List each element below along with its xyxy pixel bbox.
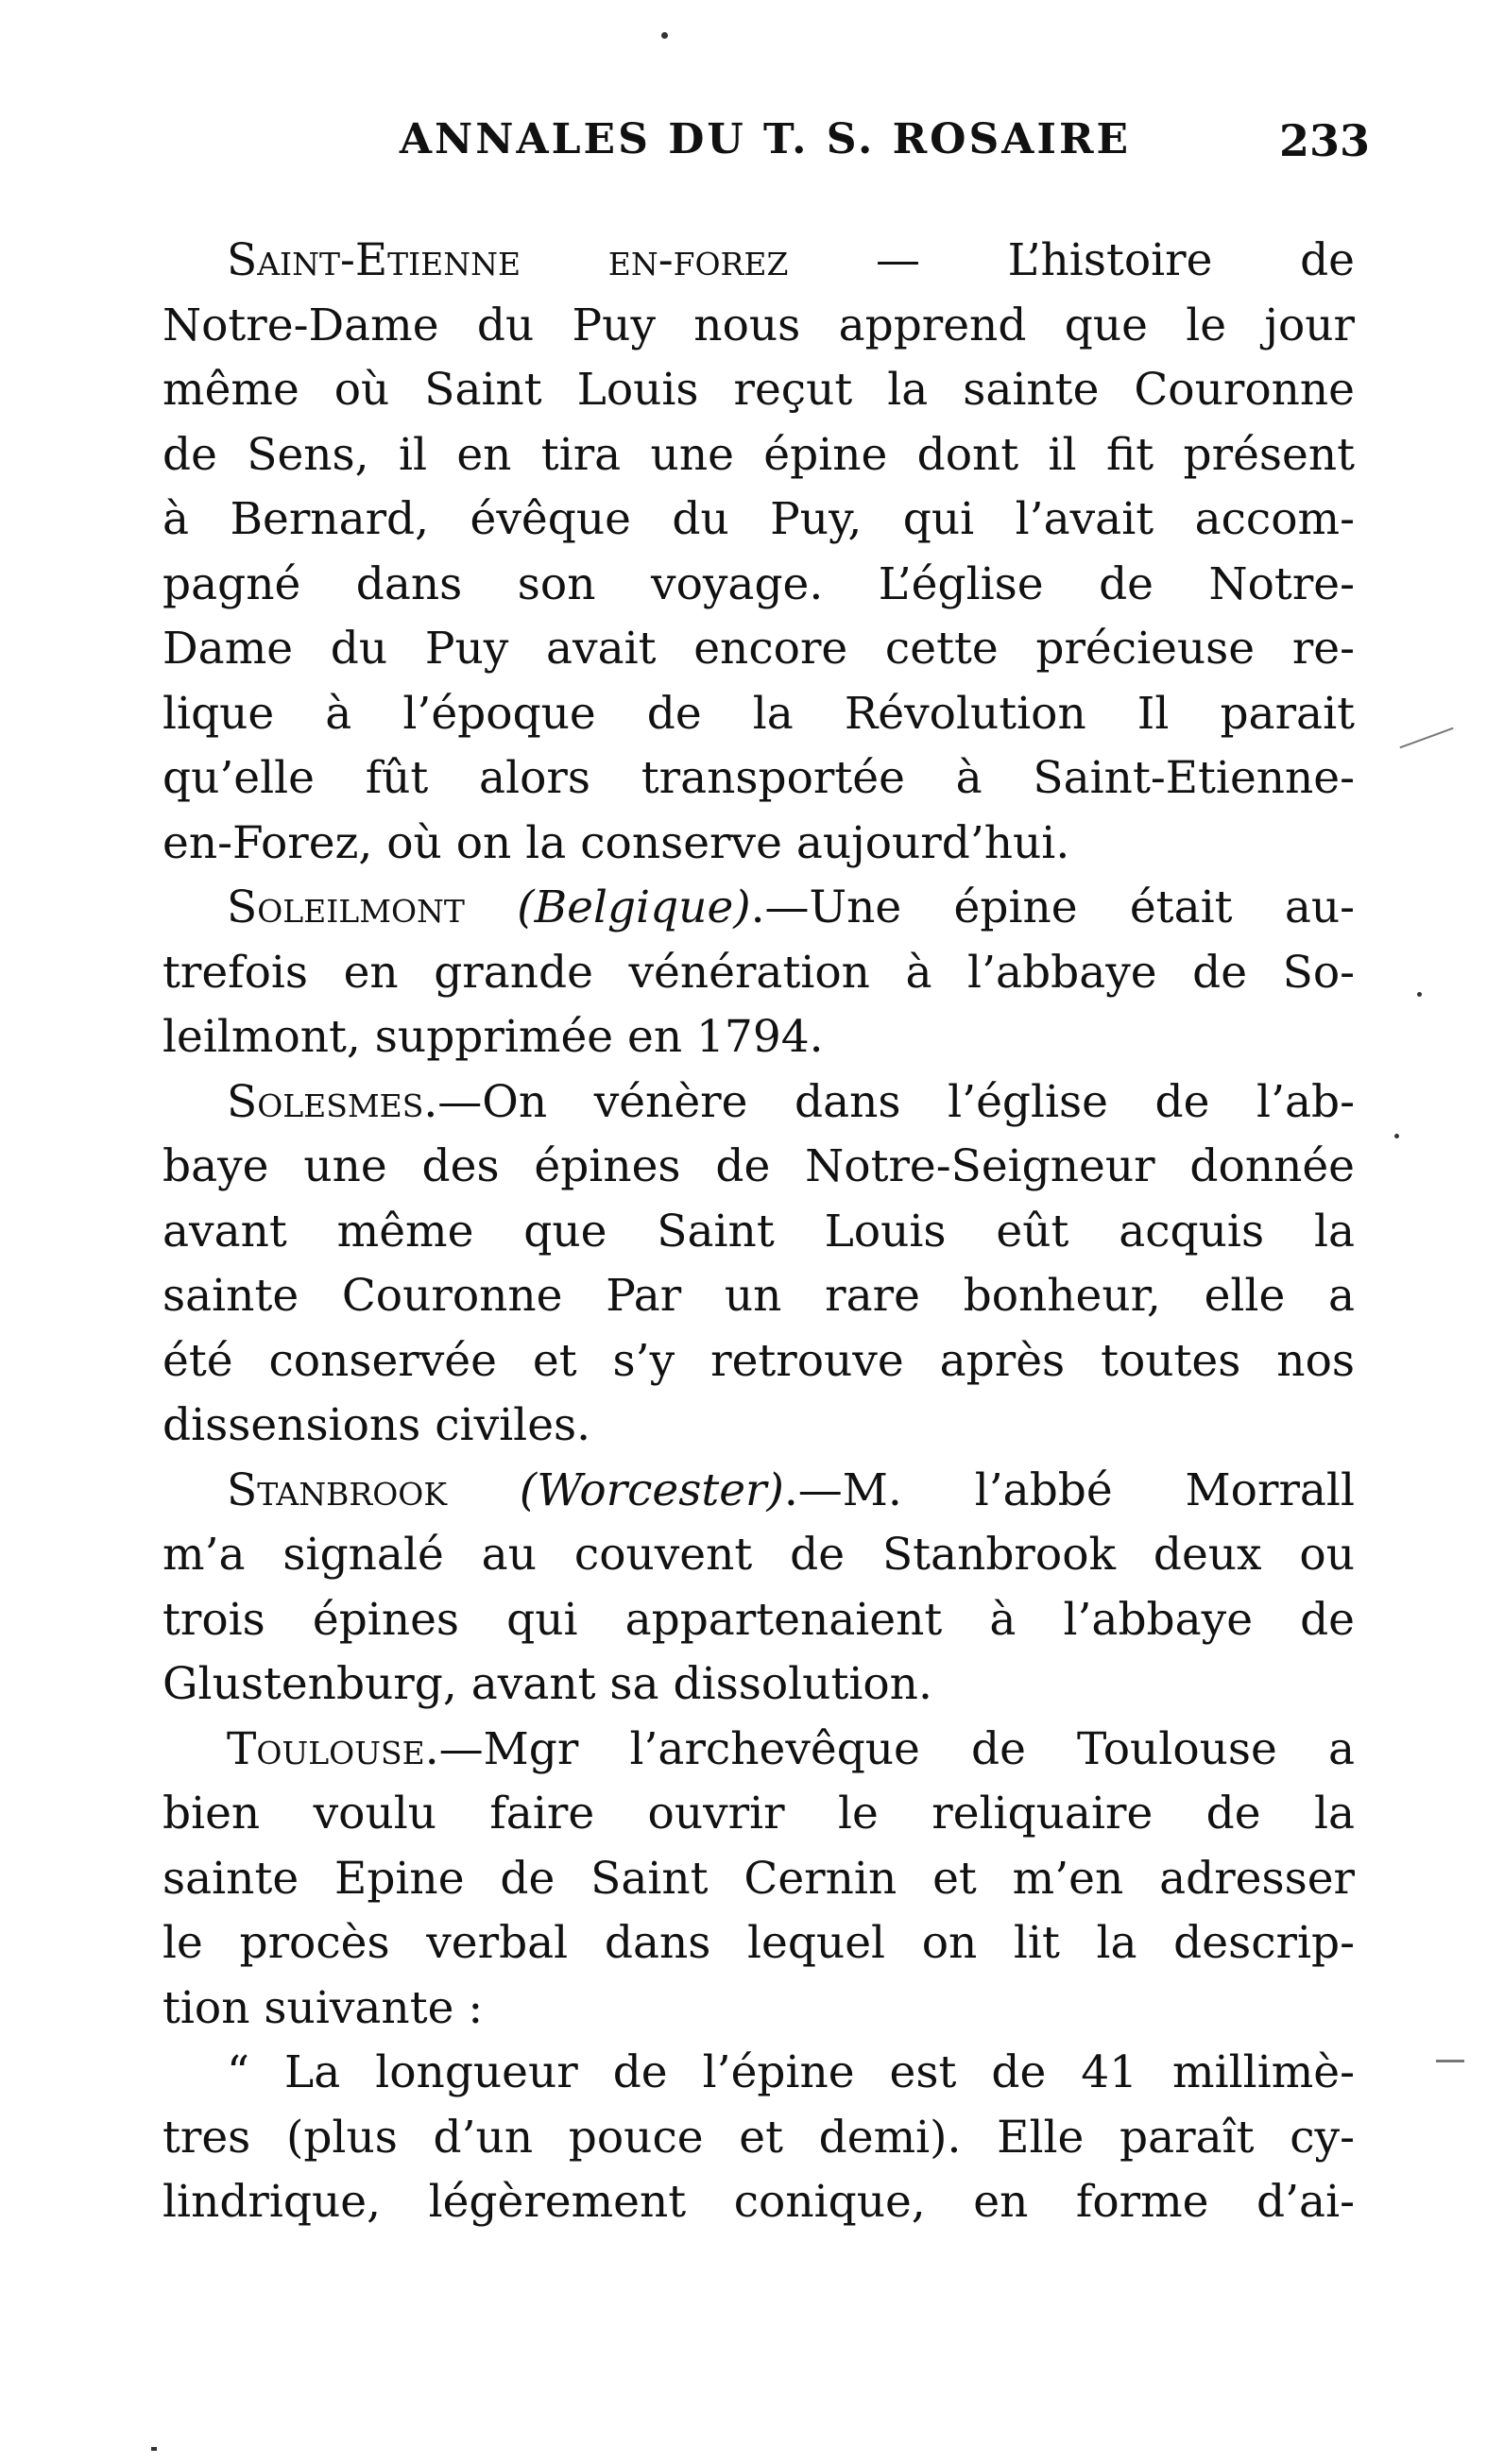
text-line: tres (plus d’un pouce et demi). Elle paraît cy-	[162, 2111, 1355, 2164]
entry-heading: Saint-Etienne en-forez	[227, 234, 789, 286]
text-line: sainte Epine de Saint Cernin et m’en adresser	[162, 1852, 1355, 1905]
text-line	[162, 1459, 1355, 1524]
text-line: même où Saint Louis reçut la sainte Couronne	[162, 364, 1355, 416]
text-line	[162, 229, 1355, 294]
entry-place: (Belgique)	[517, 881, 751, 933]
line-text: — L’histoire de	[876, 234, 1355, 286]
text-line: le procès verbal dans lequel on lit la descrip-	[162, 1917, 1355, 1969]
text-line: leilmont, supprimée en 1794.	[162, 1011, 824, 1063]
text-line: en-Forez, où on la conserve aujourd’hui.	[162, 816, 1070, 869]
text-line	[162, 1070, 1355, 1136]
text-line	[162, 1718, 1355, 1783]
text-line: “ La longueur de l’épine est de 41 millimè-	[227, 2046, 1355, 2098]
scan-dash	[1399, 727, 1453, 748]
text-line: à Bernard, évêque du Puy, qui l’avait accom-	[162, 493, 1355, 545]
scan-speck	[1394, 1134, 1399, 1138]
text-line: sainte Couronne Par un rare bonheur, elle a	[162, 1270, 1355, 1322]
text-line: Notre-Dame du Puy nous apprend que le jour	[162, 299, 1355, 351]
entry-place: (Worcester)	[519, 1463, 784, 1516]
text-line: bien voulu faire ouvrir le reliquaire de la	[162, 1788, 1355, 1839]
text-line: été conservée et s’y retrouve après toutes nos	[162, 1334, 1355, 1387]
text-line: lindrique, légèrement conique, en forme d’ai-	[162, 2176, 1355, 2228]
scan-speck	[661, 32, 668, 39]
text-line: Dame du Puy avait encore cette précieuse re-	[162, 623, 1355, 675]
text-line: pagné dans son voyage. L’église de Notre-	[162, 557, 1355, 610]
text-line: de Sens, il en tira une épine dont il fit présent	[162, 428, 1355, 481]
scan-dash	[1436, 2060, 1464, 2062]
text-line: qu’elle fût alors transportée à Saint-Etienne-	[162, 752, 1355, 804]
text-line: m’a signalé au couvent de Stanbrook deux ou	[162, 1529, 1355, 1581]
running-title: ANNALES DU T. S. ROSAIRE	[399, 115, 1132, 163]
scan-speck	[1417, 992, 1422, 997]
text-line: avant même que Saint Louis eût acquis la	[162, 1205, 1355, 1258]
scan-speck	[151, 2447, 157, 2451]
line-text: .—On vénère dans l’église de l’ab-	[423, 1075, 1355, 1128]
entry-heading: Stanbrook	[227, 1463, 447, 1516]
text-line: baye une des épines de Notre-Seigneur donnée	[162, 1140, 1355, 1192]
text-line: trefois en grande vénération à l’abbaye de So-	[162, 946, 1355, 999]
entry-heading: Soleilmont	[227, 881, 465, 933]
entry-heading: Toulouse	[227, 1722, 425, 1775]
text-line: Glustenburg, avant sa dissolution.	[162, 1658, 932, 1710]
page-number: 233	[1278, 115, 1370, 166]
page-header	[161, 115, 1370, 172]
text-line: dissensions civiles.	[162, 1399, 591, 1451]
text-line: trois épines qui appartenaient à l’abbaye de	[162, 1593, 1355, 1646]
line-text: .—Une épine était au-	[750, 881, 1355, 933]
text-line: lique à l’époque de la Révolution Il parait	[162, 687, 1355, 740]
text-line: tion suivante :	[162, 1981, 484, 2034]
line-text: .—M. l’abbé Morrall	[783, 1463, 1355, 1516]
text-line	[162, 876, 1355, 941]
entry-heading: Solesmes	[227, 1075, 424, 1128]
line-text: .—Mgr l’archevêque de Toulouse a	[424, 1722, 1355, 1775]
body-text	[162, 229, 1355, 2235]
